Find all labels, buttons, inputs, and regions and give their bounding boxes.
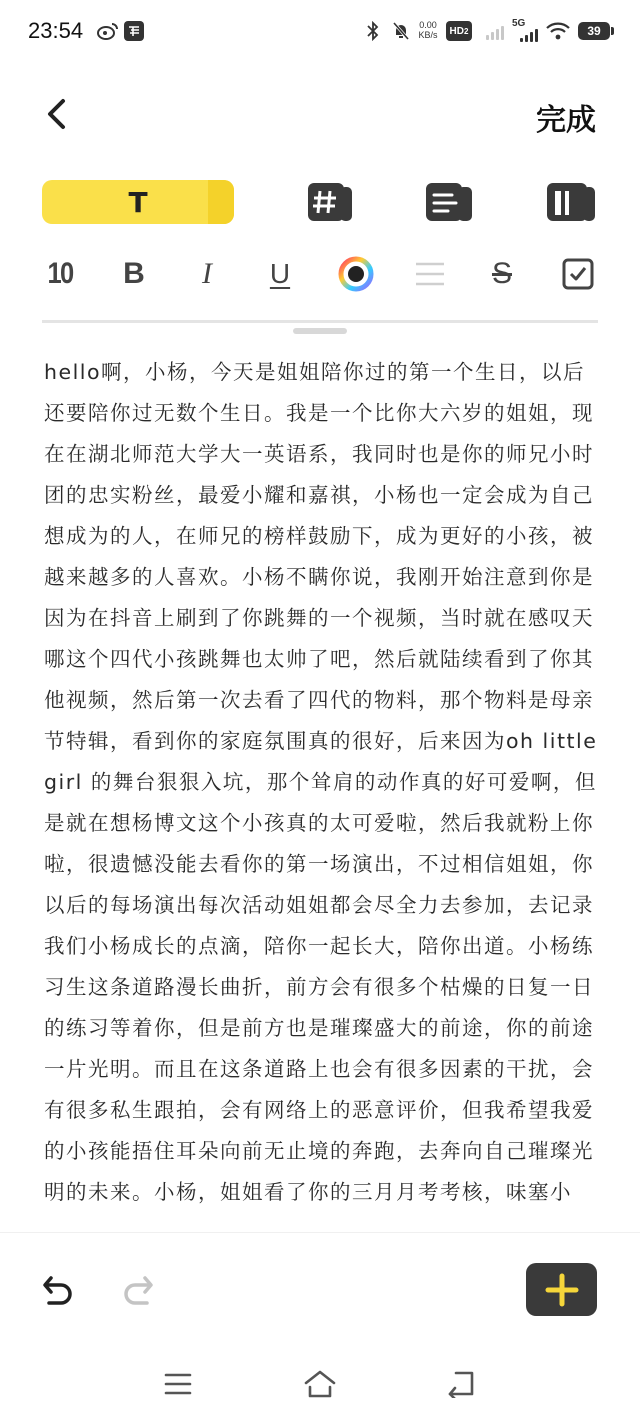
back-button[interactable] [36,92,76,136]
bold-button[interactable]: B [123,257,145,290]
bluetooth-icon [366,20,380,42]
done-button[interactable]: 完成 [536,103,596,138]
taobao-icon [124,21,144,41]
wifi-icon [546,20,570,42]
font-size-button[interactable]: 10 [47,257,73,290]
add-button[interactable] [526,1263,597,1316]
undo-button[interactable] [38,1270,78,1310]
redo-button[interactable] [118,1270,158,1310]
italic-button[interactable]: I [202,257,212,290]
text-tab-label: T [128,185,148,219]
align-icon [414,260,446,288]
tab-list[interactable] [424,178,476,226]
note-body[interactable]: hello啊，小杨，今天是姐姐陪你过的第一个生日，以后还要陪你过无数个生日。我是一个比你大六岁的姐姐，现在在湖北师范大学大一英语系，我同时也是你的师兄小时团的忠实粉丝，最爱小耀和嘉祺，小杨也一定会成为自己想成为的人，在师兄的榜样鼓励下，成为更好的小孩，被越来越多的人喜欢。小杨不瞒你说，我刚开始注意到你是因为在抖音上刷到了你跳舞的一个视频，当时就在感叹天哪这个四代小孩跳舞也太帅了吧，然后就陆续看到了你其他视频，然后第一次去看了四代的物料，那个物料是母亲节特辑，看到你的家庭氛围真的很好，后来因为oh little girl 的舞台狠狠入坑，那个耸肩的动作真的好可爱啊，但是就在想杨博文这个小孩真的太可爱啦，然后我就粉上你啦，很遗憾没能去看你的第一场演出，不过相信姐姐，你以后的每场演出每次活动姐姐都会尽全力去参加，去记录我们小杨成长的点滴，陪你一起长大，陪你出道。小杨练习生这条道路漫长曲折，前方会有很多个枯燥的日复一日的练习等着你，但是前方也是璀璨盛大的前途，你的前途一片光明。而且在这条道路上也会有很多因素的干扰，会有很多私生跟拍，会有网络上的恶意评价，但我希望我爱的小孩能捂住耳朵向前无止境的奔跑，去奔向自己璀璨光明的未来。小杨，姐姐看了你的三月月考考核，味塞小 [44,360,598,1204]
note-editor[interactable] [44,352,600,1232]
strikethrough-button[interactable]: S [491,257,512,290]
plus-icon [544,1272,580,1308]
tab-text-format[interactable] [42,178,234,226]
back-icon [446,1370,478,1398]
redo-icon [121,1274,155,1306]
weibo-icon [97,20,119,42]
status-time: 23:54 [28,18,84,43]
hd-badge: HD 2 [446,21,472,41]
checkbox-button[interactable] [558,252,598,296]
nav-home-button[interactable] [300,1366,340,1402]
drag-handle[interactable] [293,328,347,334]
menu-icon [163,1371,193,1397]
align-button[interactable] [412,252,448,296]
undo-icon [41,1274,75,1306]
content-fade [0,1218,640,1232]
toolbar-divider [42,320,598,323]
list-icon [424,179,476,225]
text-color-button[interactable] [336,252,376,296]
color-wheel-icon [338,256,374,292]
signal-icon [486,22,504,40]
network-speed: 0.00 KB/s [418,20,438,40]
checkbox-icon [562,258,594,290]
home-icon [302,1369,338,1399]
tab-hashtag[interactable] [302,178,354,226]
underline-button[interactable]: U [269,258,291,289]
chevron-left-icon [45,98,67,130]
nav-menu-button[interactable] [158,1366,198,1402]
hash-icon [302,179,354,225]
battery-icon: 39 [578,22,610,40]
nav-back-button[interactable] [442,1366,482,1402]
layout-icon [545,179,597,225]
tab-layout[interactable] [545,178,597,226]
status-bar [0,0,640,64]
network-label: 5G [512,18,526,29]
signal-5g-icon [520,24,538,42]
mute-icon [391,20,411,42]
